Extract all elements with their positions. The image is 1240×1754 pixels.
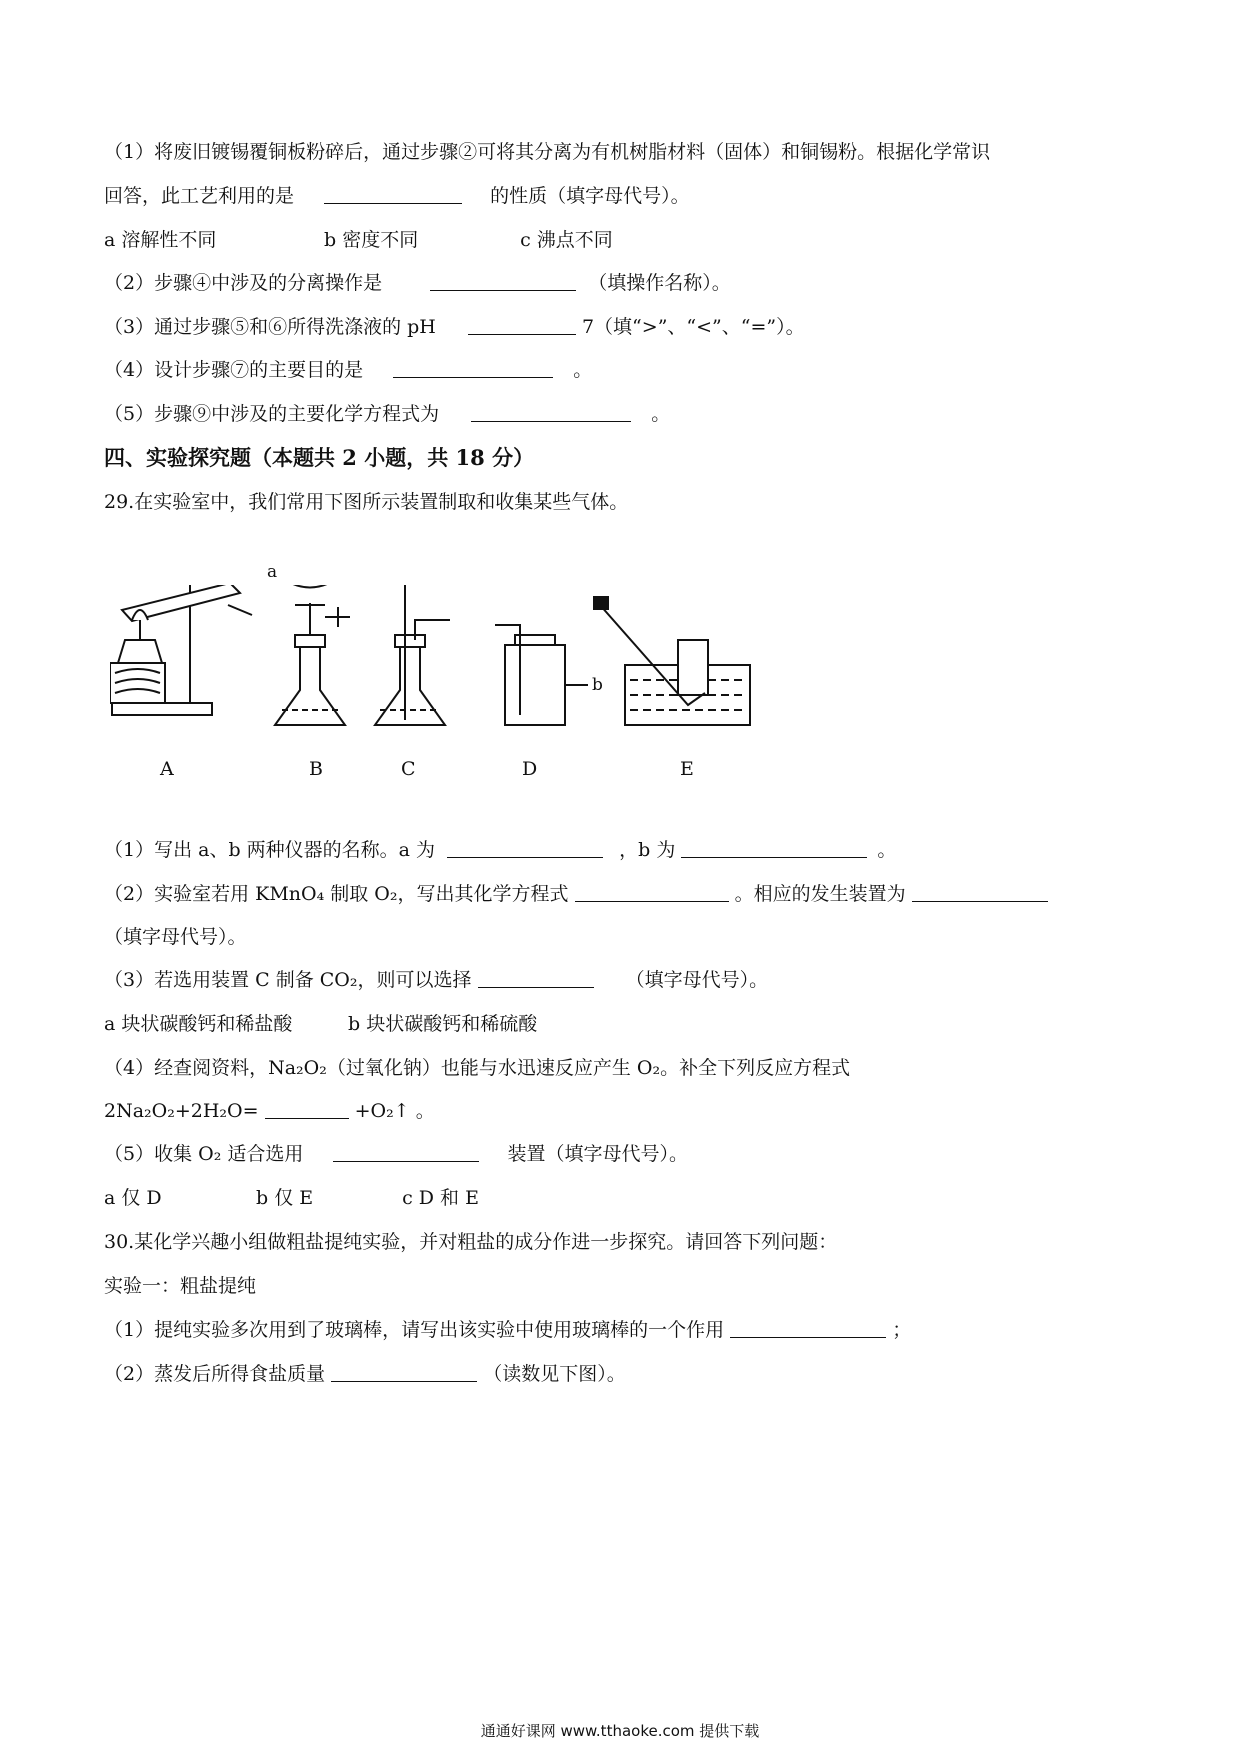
apparatus-c-flask-with-long-funnel	[375, 585, 450, 725]
figure-label-A: A	[160, 758, 174, 780]
page-footer: 通通好课网 www.tthaoke.com 提供下载	[480, 1722, 760, 1740]
q29-part4: （4）经查阅资料，Na₂O₂（过氧化钠）也能与水迅速反应产生 O₂。补全下列反应方程式	[104, 1057, 851, 1079]
q29-part5: （5）收集 O₂ 适合选用 装置（填字母代号）。	[104, 1143, 688, 1165]
answer-blank[interactable]	[468, 316, 576, 335]
q29-part4-equation: 2Na₂O₂+2H₂O= +O₂↑ 。	[104, 1100, 435, 1122]
section-heading: 四、实验探究题（本题共 2 小题，共 18 分）	[104, 445, 535, 470]
q29-part2: （2）实验室若用 KMnO₄ 制取 O₂，写出其化学方程式 。相应的发生装置为	[104, 882, 1048, 906]
apparatus-e-water-trough	[594, 597, 750, 725]
answer-blank[interactable]	[575, 883, 729, 902]
answer-blank[interactable]	[912, 883, 1048, 902]
q29-stem: 29.在实验室中，我们常用下图所示装置制取和收集某些气体。	[104, 491, 629, 513]
answer-blank[interactable]	[393, 359, 553, 378]
answer-blank[interactable]	[265, 1100, 349, 1119]
q28-part3: （3）通过步骤⑤和⑥所得洗涤液的 pH 7（填“>”、“<”、“=”）。	[104, 316, 805, 338]
answer-blank[interactable]	[730, 1319, 886, 1338]
figure-label-E: E	[680, 758, 694, 780]
q28-part1-line2: 回答，此工艺利用的是 的性质（填字母代号）。	[104, 185, 690, 207]
q28-part2: （2）步骤④中涉及的分离操作是 （填操作名称）。	[104, 272, 731, 294]
answer-blank[interactable]	[331, 1363, 477, 1382]
q29-part2-cont: （填字母代号）。	[104, 926, 247, 948]
answer-blank[interactable]	[681, 839, 867, 858]
q28-part1-line1: （1）将废旧镀锡覆铜板粉碎后，通过步骤②可将其分离为有机树脂材料（固体）和铜锡粉。根据化学常识	[104, 141, 991, 163]
q30-part2: （2）蒸发后所得食盐质量 （读数见下图）。	[104, 1363, 626, 1385]
answer-blank[interactable]	[478, 969, 594, 988]
answer-blank[interactable]	[447, 839, 603, 858]
figure-label-C: C	[401, 758, 416, 780]
apparatus-d-gas-bottle	[495, 625, 588, 725]
q29-part5-options: a 仅 D b 仅 E c D 和 E	[104, 1187, 479, 1209]
apparatus-b-flask-with-funnel	[260, 585, 350, 725]
answer-blank[interactable]	[430, 272, 576, 291]
q30-part1: （1）提纯实验多次用到了玻璃棒，请写出该实验中使用玻璃棒的一个作用 ；	[104, 1319, 912, 1341]
figure-label-b: b	[592, 675, 603, 695]
q29-part3-options: a 块状碳酸钙和稀盐酸 b 块状碳酸钙和稀硫酸	[104, 1013, 538, 1035]
answer-blank[interactable]	[324, 185, 462, 204]
figure-label-D: D	[522, 758, 538, 780]
figure-label-a: a	[267, 562, 278, 582]
q30-stem: 30.某化学兴趣小组做粗盐提纯实验，并对粗盐的成分作进一步探究。请回答下列问题：	[104, 1231, 838, 1253]
q29-part1: （1）写出 a、b 两种仪器的名称。a 为 ，b 为 。	[104, 839, 897, 861]
apparatus-a-heating-setup	[110, 585, 252, 715]
figure-label-B: B	[309, 758, 323, 780]
q28-part4: （4）设计步骤⑦的主要目的是 。	[104, 359, 593, 381]
q28-part5: （5）步骤⑨中涉及的主要化学方程式为 。	[104, 403, 671, 425]
q28-part1-options: a 溶解性不同 b 密度不同 c 沸点不同	[104, 229, 613, 251]
q30-experiment1-title: 实验一：粗盐提纯	[104, 1275, 257, 1297]
q29-part3: （3）若选用装置 C 制备 CO₂，则可以选择 （填字母代号）。	[104, 969, 769, 991]
answer-blank[interactable]	[471, 403, 631, 422]
answer-blank[interactable]	[333, 1143, 479, 1162]
